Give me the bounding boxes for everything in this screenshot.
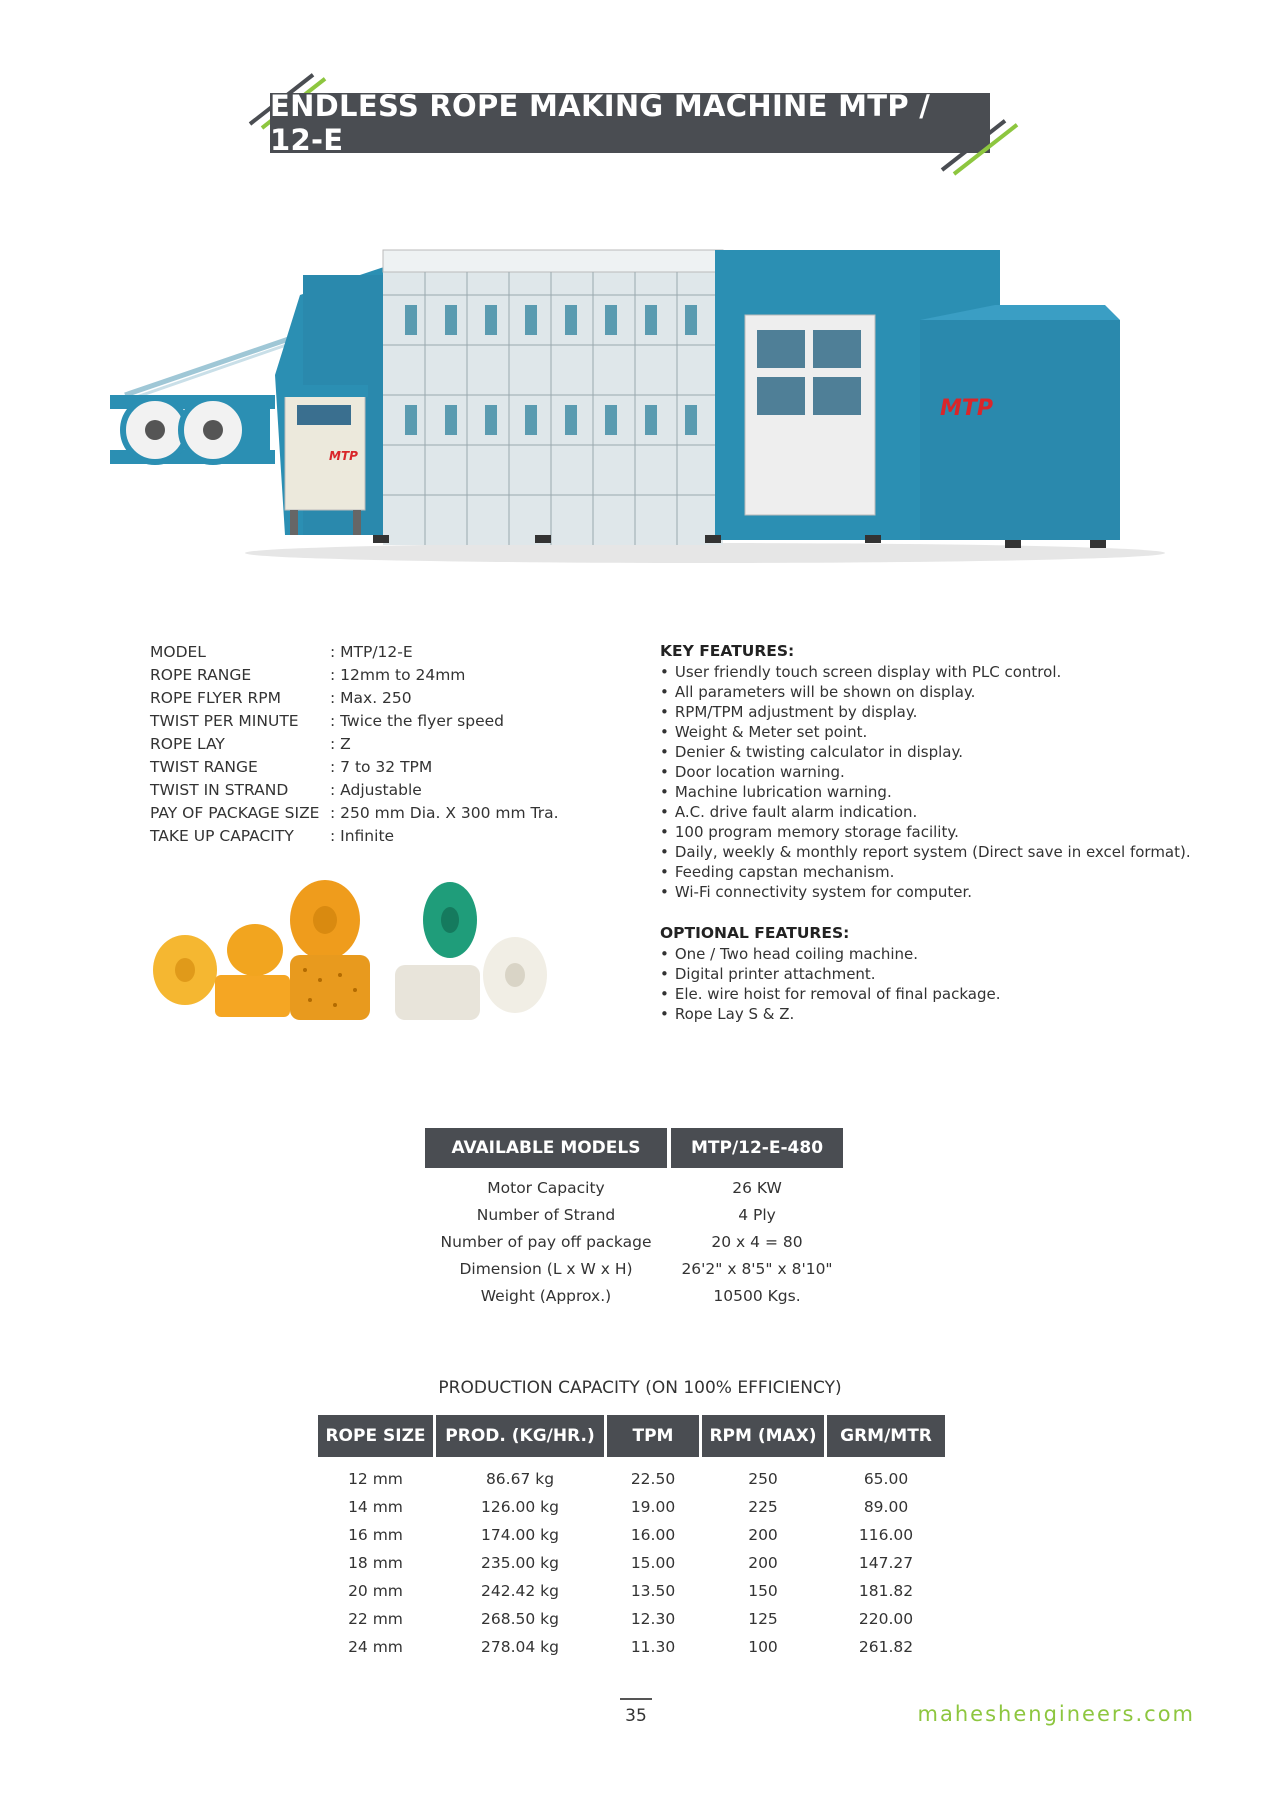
production-header-rpm: RPM (MAX)	[702, 1415, 824, 1457]
key-feature-item: • Door location warning.	[660, 763, 845, 781]
table-row: 18 mm 235.00 kg 15.00 200 147.27	[348, 1554, 914, 1572]
key-feature-item: • Weight & Meter set point.	[660, 723, 868, 741]
optional-feature-item: • One / Two head coiling machine.	[660, 945, 919, 963]
spec-value: : MTP/12-E	[330, 642, 413, 661]
page-number-rule	[620, 1698, 652, 1700]
features-section	[660, 640, 1191, 1024]
spec-row	[150, 663, 559, 686]
page-number: 35	[625, 1706, 647, 1726]
table-row: 20 mm 242.42 kg 13.50 150 181.82	[348, 1582, 914, 1600]
key-feature-item: • A.C. drive fault alarm indication.	[660, 803, 918, 821]
table-row: 24 mm 278.04 kg 11.30 100 261.82	[348, 1638, 914, 1656]
spec-label: MODEL	[150, 642, 206, 661]
key-feature-item: • Denier & twisting calculator in display.	[660, 743, 963, 761]
models-row: Number of Strand 4 Ply	[476, 1205, 776, 1224]
title-banner	[250, 90, 1010, 165]
optional-features-heading: OPTIONAL FEATURES:	[660, 924, 850, 942]
spec-value: : 12mm to 24mm	[330, 665, 466, 684]
machine-image	[105, 235, 1170, 570]
spec-label: ROPE LAY	[150, 734, 225, 753]
page-title: ENDLESS ROPE MAKING MACHINE MTP / 12-E	[270, 93, 990, 153]
key-feature-item: • Daily, weekly & monthly report system (Direct save in excel format).	[660, 843, 1191, 861]
spec-value: : 7 to 32 TPM	[330, 757, 433, 776]
key-features-heading: KEY FEATURES:	[660, 642, 795, 660]
spec-value: : Infinite	[330, 826, 395, 845]
spec-value: : 250 mm Dia. X 300 mm Tra.	[330, 803, 559, 822]
spec-row	[150, 640, 559, 663]
spec-value: : Twice the flyer speed	[330, 711, 504, 730]
spec-row	[150, 778, 559, 801]
spec-row	[150, 709, 559, 732]
models-header-right: MTP/12-E-480	[671, 1128, 843, 1168]
svg-text:MTP: MTP	[329, 449, 358, 463]
models-row: Motor Capacity 26 KW	[487, 1178, 782, 1197]
spec-label: PAY OF PACKAGE SIZE	[150, 803, 320, 822]
spec-list	[150, 640, 559, 847]
spec-row	[150, 732, 559, 755]
models-row: Number of pay off package 20 x 4 = 80	[440, 1232, 803, 1251]
spec-label: TWIST IN STRAND	[150, 780, 289, 799]
rope-coils-image	[150, 875, 550, 1025]
spec-row	[150, 824, 559, 847]
spec-value: : Z	[330, 734, 351, 753]
svg-text:MTP: MTP	[940, 396, 994, 421]
key-feature-item: • All parameters will be shown on display.	[660, 683, 976, 701]
table-row: 14 mm 126.00 kg 19.00 225 89.00	[348, 1498, 909, 1516]
production-header-tpm: TPM	[607, 1415, 699, 1457]
key-feature-item: • User friendly touch screen display with PLC control.	[660, 663, 1062, 681]
spec-label: TWIST RANGE	[150, 757, 258, 776]
key-feature-item: • Machine lubrication warning.	[660, 783, 892, 801]
models-header-left: AVAILABLE MODELS	[425, 1128, 667, 1168]
key-feature-item: • Feeding capstan mechanism.	[660, 863, 895, 881]
spec-label: TWIST PER MINUTE	[150, 711, 299, 730]
table-row: 12 mm 86.67 kg 22.50 250 65.00	[348, 1470, 909, 1488]
spec-label: TAKE UP CAPACITY	[150, 826, 294, 845]
production-header-grm: GRM/MTR	[827, 1415, 945, 1457]
spec-value: : Adjustable	[330, 780, 422, 799]
website-link[interactable]: maheshengineers.com	[917, 1702, 1195, 1726]
spec-row	[150, 755, 559, 778]
production-header-prod: PROD. (KG/HR.)	[436, 1415, 604, 1457]
production-table	[318, 1415, 945, 1661]
production-title: PRODUCTION CAPACITY (ON 100% EFFICIENCY)	[438, 1378, 842, 1398]
spec-label: ROPE FLYER RPM	[150, 688, 281, 707]
key-feature-item: • RPM/TPM adjustment by display.	[660, 703, 918, 721]
spec-row	[150, 686, 559, 709]
optional-feature-item: • Ele. wire hoist for removal of final package.	[660, 985, 1001, 1003]
key-feature-item: • Wi-Fi connectivity system for computer.	[660, 883, 973, 901]
table-row: 22 mm 268.50 kg 12.30 125 220.00	[348, 1610, 914, 1628]
production-header-rope-size: ROPE SIZE	[318, 1415, 433, 1457]
spec-value: : Max. 250	[330, 688, 412, 707]
key-feature-item: • 100 program memory storage facility.	[660, 823, 959, 841]
spec-row	[150, 801, 559, 824]
spec-label: ROPE RANGE	[150, 665, 252, 684]
models-row: Weight (Approx.) 10500 Kgs.	[480, 1286, 801, 1305]
table-row: 16 mm 174.00 kg 16.00 200 116.00	[348, 1526, 914, 1544]
optional-feature-item: • Rope Lay S & Z.	[660, 1005, 795, 1023]
optional-feature-item: • Digital printer attachment.	[660, 965, 876, 983]
models-table	[425, 1128, 843, 1309]
models-row: Dimension (L x W x H) 26'2" x 8'5" x 8'10"	[459, 1259, 833, 1278]
